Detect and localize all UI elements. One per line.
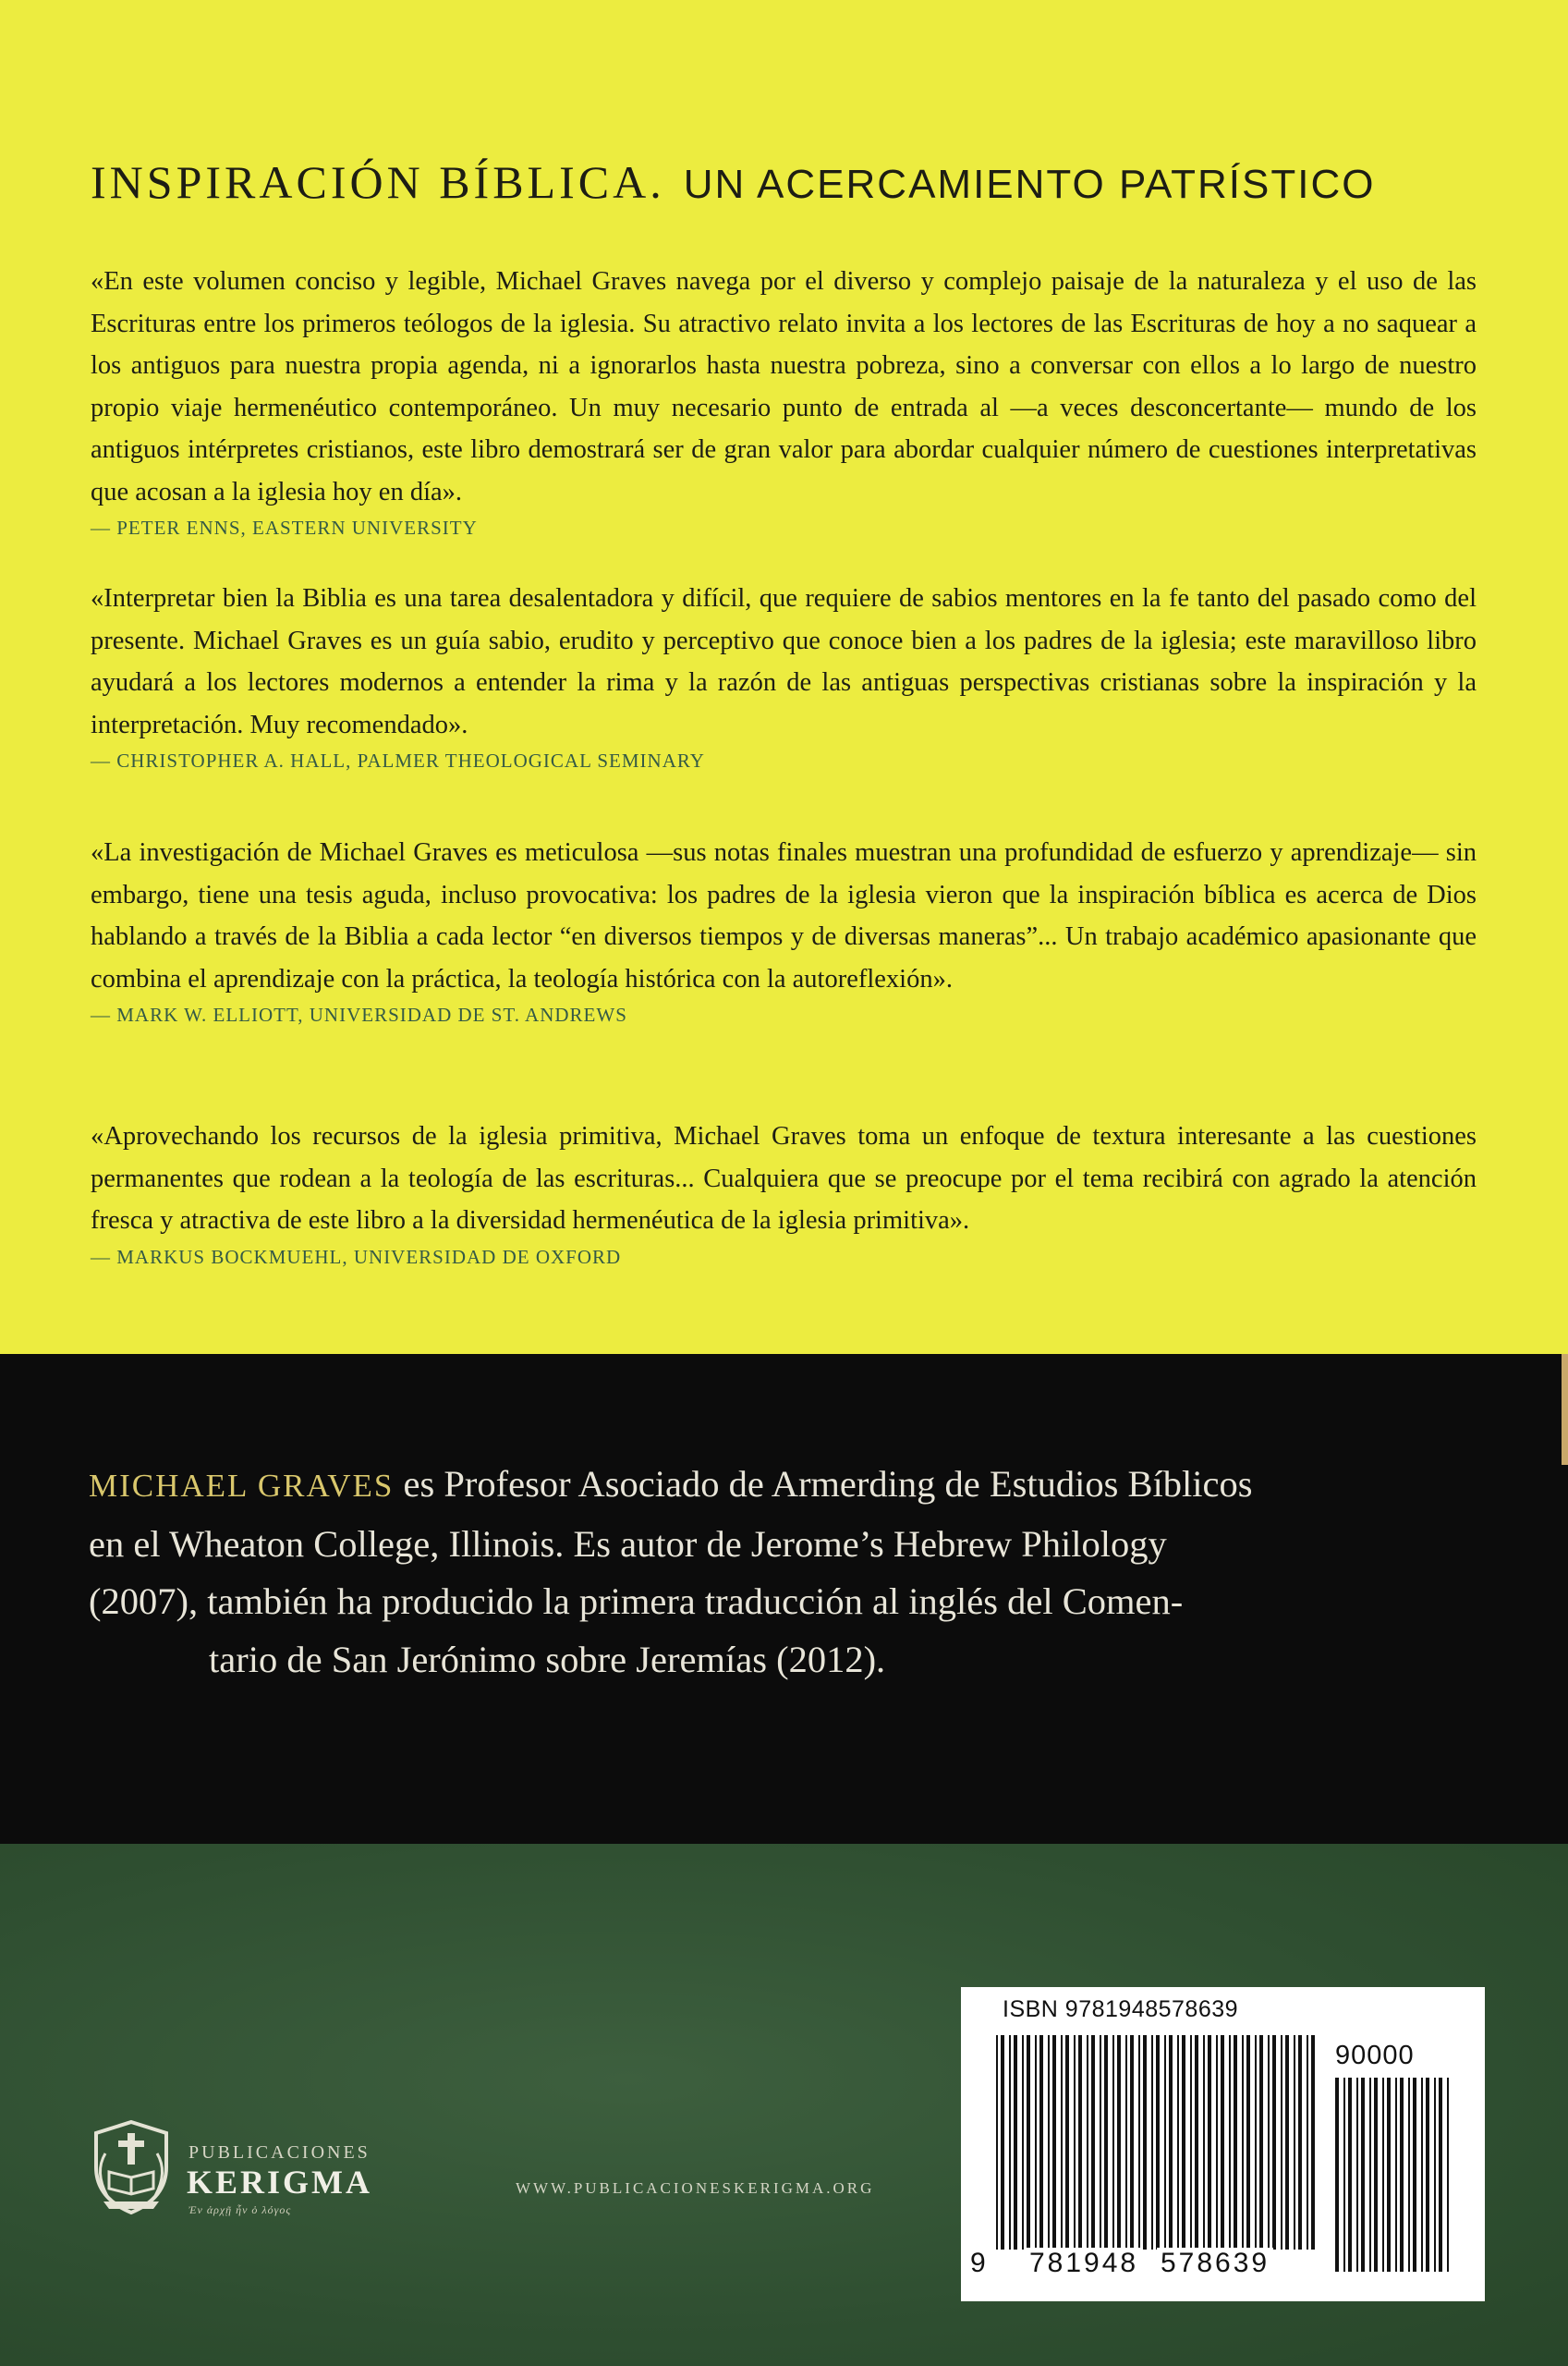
barcode-bar bbox=[1182, 2035, 1185, 2250]
barcode-bar bbox=[1268, 2035, 1270, 2250]
barcode-bar bbox=[1439, 2078, 1442, 2272]
bio-line: en el Wheaton College, Illinois. Es autor de Jerome’s Hebrew Philology bbox=[89, 1522, 1167, 1565]
barcode-bar bbox=[1100, 2035, 1101, 2250]
barcode-bar bbox=[1374, 2078, 1378, 2272]
barcode-bar bbox=[1382, 2078, 1384, 2272]
barcode-bar bbox=[1048, 2035, 1050, 2250]
barcode-bar bbox=[1285, 2035, 1289, 2250]
quote-attribution: — MARKUS BOCKMUEHL, UNIVERSIDAD DE OXFORD bbox=[91, 1245, 622, 1268]
quote-text: «Interpretar bien la Biblia es una tarea desalentadora y difícil, que requiere de sabios mentores en la fe tanto del pasado como del presente. Michael Graves es un guía sabio, erudito y perceptivo que conoce bien a los padres de la iglesia; este maravilloso libro ayudará a los lectores modernos a entender la rima y la razón de las antiguas perspectivas cristianas sobre la inspiración y la interpretación. Muy recomendado». bbox=[91, 584, 1477, 739]
barcode-bar bbox=[1078, 2035, 1082, 2250]
isbn-barcode bbox=[961, 1987, 1485, 2301]
barcode-bar bbox=[1408, 2078, 1410, 2272]
barcode-bar bbox=[1009, 2035, 1011, 2250]
barcode-bar bbox=[1039, 2035, 1043, 2250]
quote-attribution: — CHRISTOPHER A. HALL, PALMER THEOLOGICAL SEMINARY bbox=[91, 750, 705, 772]
quote-text: «Aprovechando los recursos de la iglesia primitiva, Michael Graves toma un enfoque de textura interesante a las cuestiones permanentes que rodean a la teología de las escrituras... Cualquiera que se preocupe por el tema recibirá con agrado la atención fresca y atractiva de este libro a la diversidad hermenéutica de la iglesia primitiva». bbox=[91, 1122, 1477, 1235]
barcode-bar bbox=[1014, 2035, 1017, 2250]
barcode-bar bbox=[1298, 2035, 1302, 2250]
barcode-bar bbox=[1074, 2035, 1076, 2250]
barcode-bar bbox=[1087, 2035, 1088, 2250]
barcode-bar bbox=[1447, 2078, 1449, 2272]
barcode-bar bbox=[1151, 2035, 1153, 2250]
barcode-bar bbox=[1216, 2035, 1218, 2250]
barcode-digit-group-2: 578639 bbox=[1157, 2248, 1273, 2279]
barcode-bar bbox=[1001, 2035, 1004, 2250]
barcode-first-digit: 9 bbox=[970, 2248, 986, 2278]
barcode-bar bbox=[1400, 2078, 1404, 2272]
barcode-bar bbox=[1294, 2035, 1295, 2250]
barcode-bar bbox=[1395, 2078, 1397, 2272]
barcode-bar bbox=[1229, 2035, 1231, 2250]
barcode-bar bbox=[1130, 2035, 1134, 2250]
barcode-bar bbox=[1272, 2035, 1276, 2250]
barcode-bar bbox=[1343, 2078, 1345, 2272]
barcode-bar bbox=[1112, 2035, 1114, 2250]
barcode-bar bbox=[1361, 2078, 1365, 2272]
barcode-bar bbox=[1356, 2078, 1358, 2272]
barcode-bar bbox=[1164, 2035, 1166, 2250]
barcode-digit-group-1: 781948 bbox=[1026, 2248, 1142, 2279]
barcode-bar bbox=[1387, 2078, 1391, 2272]
barcode-bar bbox=[1203, 2035, 1205, 2250]
title-subtitle: UN ACERCAMIENTO PATRÍSTICO bbox=[683, 162, 1376, 207]
endorsement-quote bbox=[91, 832, 1477, 1027]
barcode-bar bbox=[1208, 2035, 1211, 2250]
bio-line: tario de San Jerónimo sobre Jeremías (2012). bbox=[209, 1638, 886, 1680]
barcode-bar bbox=[1221, 2035, 1224, 2250]
publisher-name-top: PUBLICACIONES bbox=[188, 2142, 371, 2163]
barcode-bar bbox=[1311, 2035, 1315, 2250]
endorsement-quote bbox=[91, 578, 1477, 773]
cover-edge bbox=[1562, 1354, 1568, 1465]
quote-text: «La investigación de Michael Graves es meticulosa —sus notas finales muestran una profundidad de esfuerzo y aprendizaje— sin embargo, tiene una tesis aguda, incluso provocativa: los padres de la iglesia vieron que la inspiración bíblica es acerca de Dios hablando a través de la Biblia a cada lector “en diversos tiempos y de diversas maneras”... Un trabajo académico apasionante que combina el aprendizaje con la práctica, la teología histórica con la autoreflexión». bbox=[91, 838, 1477, 994]
barcode-bar bbox=[1281, 2035, 1282, 2250]
barcode-bar bbox=[1234, 2035, 1237, 2250]
barcode-bar bbox=[1434, 2078, 1436, 2272]
bio-line: (2007), también ha producido la primera traducción al inglés del Comen- bbox=[89, 1580, 1184, 1622]
barcode-bar bbox=[1052, 2035, 1056, 2250]
barcode-bar bbox=[1413, 2078, 1416, 2272]
barcode-bar bbox=[1027, 2035, 1030, 2250]
barcode-bar bbox=[1259, 2035, 1263, 2250]
barcode-bar bbox=[1335, 2078, 1339, 2272]
barcode-bar bbox=[996, 2035, 998, 2250]
barcode-bar bbox=[1061, 2035, 1063, 2250]
barcode-bar bbox=[1065, 2035, 1069, 2250]
shield-book-icon bbox=[85, 2116, 177, 2218]
book-title bbox=[91, 155, 1375, 209]
publisher-logo bbox=[85, 2116, 399, 2218]
publisher-name-main: KERIGMA bbox=[187, 2164, 372, 2201]
barcode-bar bbox=[1307, 2035, 1308, 2250]
barcode-bar bbox=[1177, 2035, 1179, 2250]
barcode-bar bbox=[1022, 2035, 1024, 2250]
barcode-bar bbox=[1169, 2035, 1173, 2250]
bio-line: es Profesor Asociado de Armerding de Estudios Bíblicos bbox=[394, 1463, 1253, 1505]
title-main: INSPIRACIÓN BÍBLICA. bbox=[91, 156, 665, 208]
isbn-label: ISBN 9781948578639 bbox=[1003, 1996, 1239, 2022]
author-bio bbox=[89, 1456, 1479, 1689]
author-name: MICHAEL GRAVES bbox=[89, 1468, 395, 1504]
barcode-bar bbox=[1369, 2078, 1371, 2272]
barcode-bar bbox=[1156, 2035, 1160, 2250]
barcode-bar bbox=[1125, 2035, 1127, 2250]
barcode-bar bbox=[1143, 2035, 1147, 2250]
endorsement-quote bbox=[91, 261, 1477, 540]
barcode-bar bbox=[1035, 2035, 1037, 2250]
publisher-motto: Ἐν ἀρχῇ ἦν ὁ λόγος bbox=[188, 2203, 292, 2216]
quote-text: «En este volumen conciso y legible, Michael Graves navega por el diverso y complejo paisaje de la naturaleza y el uso de las Escrituras entre los primeros teólogos de la iglesia. Su atractivo relato invita a los lectores de las Escrituras de hoy a no saquear a los antiguos para nuestra propia agenda, ni a ignorarlos hasta nuestra pobreza, sino a conversar con ellos a lo largo de nuestro propio viaje hermenéutico contemporáneo. Un muy necesario punto de entrada al —a veces desconcertante— mundo de los antiguos intérpretes cristianos, este libro demostrará ser de gran valor para abordar cualquier número de cuestiones interpretativas que acosan a la iglesia hoy en día». bbox=[91, 267, 1477, 506]
publisher-website: WWW.PUBLICACIONESKERIGMA.ORG bbox=[516, 2179, 875, 2197]
barcode-bar bbox=[1104, 2035, 1108, 2250]
barcode-bar bbox=[1421, 2078, 1423, 2272]
barcode-bar bbox=[1190, 2035, 1192, 2250]
barcode-bar bbox=[1255, 2035, 1257, 2250]
barcode-bar bbox=[1242, 2035, 1244, 2250]
quote-attribution: — PETER ENNS, EASTERN UNIVERSITY bbox=[91, 517, 478, 539]
barcode-bar bbox=[1246, 2035, 1250, 2250]
barcode-addon-digits: 90000 bbox=[1335, 2041, 1415, 2070]
barcode-bar bbox=[1348, 2078, 1352, 2272]
endorsement-quote bbox=[91, 1116, 1477, 1269]
barcode-bar bbox=[1138, 2035, 1140, 2250]
barcode-bar bbox=[1195, 2035, 1198, 2250]
barcode-bar bbox=[1426, 2078, 1429, 2272]
barcode-bar bbox=[1117, 2035, 1121, 2250]
barcode-bar bbox=[1091, 2035, 1095, 2250]
quote-attribution: — MARK W. ELLIOTT, UNIVERSIDAD DE ST. ANDREWS bbox=[91, 1004, 627, 1026]
